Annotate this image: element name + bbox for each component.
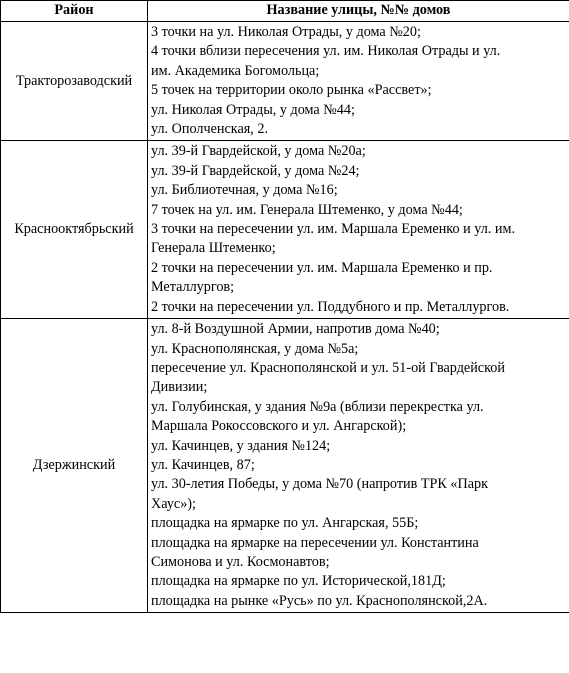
- street-line: Симонова и ул. Космонавтов;: [151, 553, 330, 570]
- street-line: площадка на ярмарке по ул. Ангарская, 55Б;: [151, 515, 419, 532]
- street-line: ул. 8-й Воздушной Армии, напротив дома №40;: [151, 321, 440, 338]
- street-line: 4 точки вблизи пересечения ул. им. Николая Отрады и ул.: [151, 43, 501, 60]
- district-cell: Дзержинский: [1, 319, 148, 613]
- street-line: Хаус»);: [151, 495, 196, 512]
- street-line: ул. Николая Отрады, у дома №44;: [151, 101, 355, 118]
- street-line: 7 точек на ул. им. Генерала Штеменко, у дома №44;: [151, 201, 463, 218]
- street-line: ул. Качинцев, у здания №124;: [151, 437, 331, 454]
- table-row: [1, 141, 569, 319]
- street-line: ул. 39-й Гвардейской, у дома №24;: [151, 162, 360, 179]
- street-line: 3 точки на ул. Николая Отрады, у дома №20;: [151, 24, 421, 40]
- table-row: [1, 22, 569, 141]
- street-line: Маршала Рокоссовского и ул. Ангарской);: [151, 418, 407, 435]
- street-line: 3 точки на пересечении ул. им. Маршала Еременко и ул. им.: [151, 221, 516, 238]
- streets-cell: [148, 22, 569, 141]
- street-line: ул. Краснополянская, у дома №5а;: [151, 340, 359, 357]
- street-line: Генерала Штеменко;: [151, 240, 276, 257]
- street-line: пересечение ул. Краснополянской и ул. 51-ой Гвардейской: [151, 359, 505, 376]
- table-row: [1, 319, 569, 613]
- streets-cell: [148, 141, 569, 319]
- district-cell: Краснооктябрьский: [1, 141, 148, 319]
- street-line: площадка на ярмарке по ул. Исторической,181Д;: [151, 573, 446, 590]
- street-line: Металлургов;: [151, 279, 235, 296]
- street-line: им. Академика Богомольца;: [151, 62, 320, 79]
- streets-cell: [148, 319, 569, 613]
- street-line: 2 точки на пересечении ул. Поддубного и пр. Металлургов.: [151, 298, 510, 315]
- street-line: площадка на ярмарке на пересечении ул. Константина: [151, 534, 479, 551]
- street-line: ул. Голубинская, у здания №9а (вблизи перекрестка ул.: [151, 398, 484, 415]
- street-line: ул. Качинцев, 87;: [151, 456, 255, 473]
- street-line: 5 точек на территории около рынка «Рассвет»;: [151, 82, 432, 99]
- street-line: ул. 39-й Гвардейской, у дома №20а;: [151, 143, 366, 160]
- street-line: ул. 30-летия Победы, у дома №70 (напротив ТРК «Парк: [151, 476, 489, 493]
- header-district: Район: [1, 1, 148, 22]
- street-line: 2 точки на пересечении ул. им. Маршала Еременко и пр.: [151, 259, 493, 276]
- street-line: площадка на рынке «Русь» по ул. Краснополянской,2А.: [151, 592, 488, 609]
- header-row: [1, 1, 569, 22]
- street-line: Дивизии;: [151, 379, 208, 396]
- street-line: ул. Ополченская, 2.: [151, 121, 269, 138]
- street-line: ул. Библиотечная, у дома №16;: [151, 182, 338, 199]
- header-streets: Название улицы, №№ домов: [148, 1, 569, 22]
- district-cell: Тракторозаводский: [1, 22, 148, 141]
